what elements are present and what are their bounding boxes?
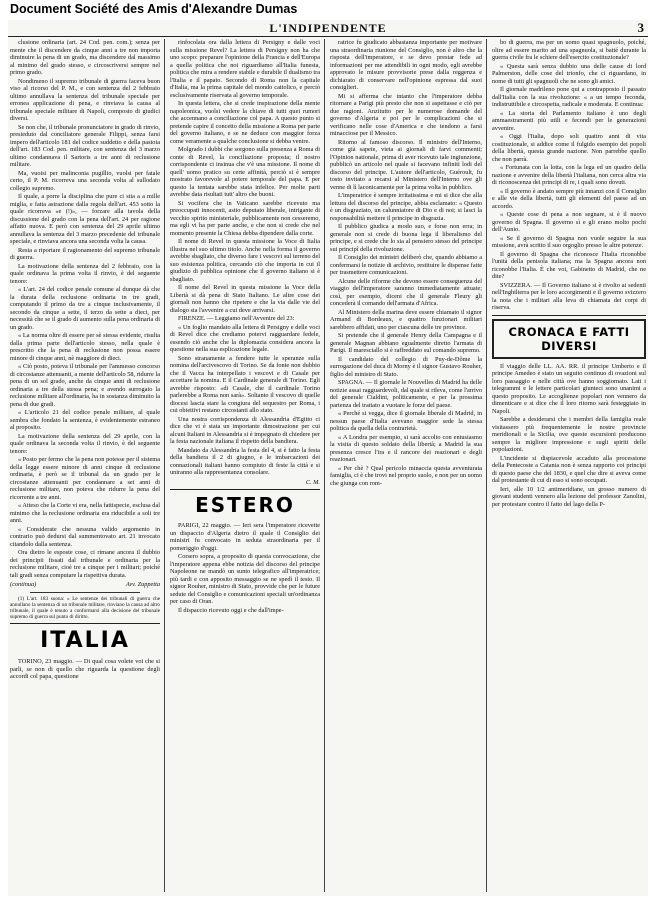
- article-paragraph: « L'art. 24 del codice penale comune al dunque dà che la durata della reclusione ordinaria in tre gradi, computando il primo da tre a cinque inclusivamente, il secondo da cinque a sette, il terzo da sette a dieci, per necessità che se il grado di aumento sulla pena ordinaria di un grado.: [10, 286, 160, 331]
- article-paragraph: « Il governo è andato sempre più innanzi con il Consiglio e alle vie della libertà, tutti gli elementi del paese ad un accordo.: [492, 187, 646, 210]
- article-paragraph: Il Consiglio dei ministri deliberò che, quando abbiamo a confermarsi le notizie di archivio, restituire le dispense fatte per trasmettere comunicazioni.: [330, 254, 482, 276]
- article-paragraph: « Posto per fermo che la pena non potesse per il sistema della legge essere minore di anni cinque di reclusione ordinaria, è però se il tribunal da un grado per le circostanze attenuanti per condannare a sei anni di reclusione militare, non poteva che ridurre la pena del ricorrente a tre anni.: [10, 456, 160, 501]
- article-paragraph: Sono stranamente a fendere tutte le speranze sulla nomina dell'arcivescovo di Torino. Se da fonte non dubbio che il Vacca ha interpellato i vescovi e di Casale per accettare la nomina. E il Cardinale generale di Torino. Egli avrebbe risposto: «di Casale, che il cardinale Torino parlerebbe a Roma non sarà». Soltanto il vescovo di quelle diocesi lascia stare la congiura del sequestro per Roma, i cui obiettivi restano circostanti allo stato.: [170, 354, 320, 414]
- article-paragraph: L'incidente si dispiacevole accaduto alla processione della Pentecoste a Catania non è senza rapporto coi principi di questo paese che del 1830, e quel che dire si aveva come dal protestante di cui di esso si sono occupati.: [492, 454, 646, 484]
- section-heading-estero: ESTERO: [195, 493, 295, 517]
- column-3: [330, 39, 482, 894]
- article-paragraph: Il nome di Revel in questa missione la Voce di Italia illustra nel suo ultimo titolo. Anche nella forma il governo avrebbe sbagliato, che diverso fare i vescovi sul terreno del suo esistenza politica, cercando ciò che importa in cui il giudizio di pubblica opinione che il governo italiano si è sbagliato.: [170, 238, 320, 283]
- article-paragraph: « Ciò posto, poteva il tribunale per l'ammesso concorso di circostanze attenuanti, a mente dell'articolo 58, ridurre la pena di un sol grado, anche da cinque anni di reclusione ordinaria a tre della stessa pena; e avendo surrogato la reclusione militare all'ordinaria, ha in sostanza diminuito la pena di due gradi.: [10, 363, 160, 408]
- article-paragraph: Il giornale madrileno pone qui a contrapposto il passato dall'Italia con la sua rivoluzione: « a un tempo feconda, indistruttibile e circospetta, radicale e moderata. E continua:: [492, 86, 646, 108]
- article-paragraph: clusione ordinaria (art. 24 Cod. pen. com.); senza per mente che il discendere da cinque anni a tre non importa diminuire la pena di un grado, ma discendere dal massimo al minimo del grado stesso, e circoscriversi sempre nel primo grado.: [10, 39, 160, 76]
- article-paragraph: « Un foglio mandato alla lettera di Persigny e delle voci di Revel dice che crediamo potervi ragguardare fedele, essendo ciò anche che la diplomazia considera ancora la questione nella sua esplicazione legale.: [170, 323, 320, 353]
- divider: [30, 592, 140, 593]
- article-paragraph: « La norma oltre di essere per sè stessa evidente, risulta dalla prima parte dell'articolo stesso, nella quale è prescritto che la pena di reclusione non possa essere minore di cinque anni, nè maggiore di dieci.: [10, 332, 160, 362]
- article-paragraph: Il quale, a porre la disciplina che pure ci stia a a mille miglia, e fatta astrazione dalla regola dell'art. 453 sotto la quale ricorreva «e (!)», — forzare alla tavola della discussione del grado con la pena dell'art. 24 per ragione affatto nuova. E però con sentenza del 29 aprile ultimo annullava la sentenza del 3 marzo precedente del tribunale speciale, e rinviava ancora una seconda volta la causa.: [10, 193, 160, 245]
- article-paragraph: La motivazione della sentenza del 29 aprile, con la quale ordinava la seconda volta il rinvio, è del seguente tenore:: [10, 432, 160, 455]
- article-paragraph: rinfocolata ora dalla lettera di Persigny e dalle voci sulla missione Revel? La lettera di Persigny non ha che uno scopo: preparare l'opinione della Francia e dell'Europa a quella politica che noi riguardiamo all'Italia funesta, politica che mira a rendere stabile e durabile il dualismo tra l'Italia e il papato. Secondo di Roma non la capitale d'Italia, ma la prima capitale del mondo cattolico, e perciò esclusivamente riservata al governo temporale.: [170, 39, 320, 99]
- column-2: [170, 39, 320, 894]
- article-paragraph: « Considerate che nessuna valido argomento in contrario può dedursi dal summentovato art. 21 invocato citandolo dalla sentenza.: [10, 525, 160, 548]
- article-paragraph: « La storia del Parlamento italiano è uno degli ammaestramenti più utili e fecondi per le generazioni avvenire.: [492, 109, 646, 132]
- article-paragraph: « Per chè ? Qual pericolo minaccia questa avventurata famiglia, ci è che trovi nel proprio suolo, e non per un uomo che giunga con rom-: [330, 464, 482, 487]
- section-heading-italia: ITALIA: [40, 628, 130, 654]
- article-paragraph: « Atteso che la Corte vi era, nella fattispecie, esclusa dal minimo che la reclusione ordinaria era riducibile a soli tre anni.: [10, 502, 160, 524]
- article-paragraph: Una nostra corrispondenza di Alessandria d'Egitto ci dice che vi è stata un importante dimostrazione per cui alcuni Italiani in Alessandria si è impegnato di chiedere per la festa nazionale italiana il rispetto della bandiera.: [170, 415, 320, 445]
- article-paragraph: SVIZZERA. — Il Governo italiano si è rivolto ai sedenti nell'Inghilterra per le loro accorgimenti e il governo svizzero la nota che i militari alla leva di chiamata dei corpi di riserva.: [492, 281, 646, 311]
- continued-label: (continua): [10, 581, 37, 588]
- article-paragraph: Si vocifera che in Vaticano sarebbe ricevuto ma preoccupati innocenti, astio deputato liberale, intrigante di vecchio spirito ministeriale, pubblicamente non cesseremo, ma egli vi ha per parte anche, e che non si crede che nel momento presente la Chiesa debba dipendere dalla corte.: [170, 199, 320, 237]
- article-paragraph: SPAGNA. — Il giornale le Nouvelles di Madrid ha delle notizie assai ragguardevoli, dal quale si rileva, come l'arrivo del generale Cialdini, politicamente, e per la prossima partenza del trattato a vuotare le forze del paese.: [330, 379, 482, 409]
- footnote: (1) L'art. 183 suona: « Le sentenze dei tribunali di guerra che annullano la sentenza di un tribunale militare, rinviano la causa ad altro tribunale, il quale è tenuto a conformarsi alla decisione del tribunale supremo di guerra sul punto di diritto.: [10, 595, 160, 621]
- article-paragraph: Corsero sopra, a proposito di questa convocazione, che l'imperatore appena ebbe notizia del discorso del principe Napoleone ne mandò un sunto telegrafico all'imperatrice; più tardi e con apposito messaggio se ne spedì il testo. Il signor Rouher, ministro di Stato, provvide che per le future sedute del Consiglio e comunicazioni speciali un'ordinanza per caso di Oran.: [170, 553, 320, 605]
- article-paragraph: Mandato da Alessandria la festa del 4, si è fatto la festa della bandiera il 2 di giugno, e le imbarcazioni dei connazionali italiani hanno compiuto di feste la città e si uniranno alla rappresentanza consolare.: [170, 446, 320, 476]
- column-1: [10, 39, 160, 894]
- article-paragraph: Molgrado i dubbi che sorgono sulla presenza a Roma di conte di Revel, la conciliazione proposta; il nostro corrispondente ci insinua che v'è una missione. Il nome di quell' uomo pratico su certe affinità, perciò si è sempre mostrato favorevole al potere temporale del papa. E per questo la tentata sarebbe stata infelice. Per molte parti avrebbe data risultati tutt' altro che buoni.: [170, 146, 320, 198]
- article-paragraph: Il governo di Spagna che riconosce l'Italia riconobbe l'unità della penisola italiana; ma la Spagna ancora non riconobbe l'Italia. È che voi, Gabinetto di Madrid, che ne dite?: [492, 250, 646, 280]
- article-paragraph: PARIGI, 22 maggio. — Ieri sera l'imperatore ricevette un dispaccio d'Algeria dietro il quale il Consiglio dei ministri fu convocato in seduta straordinaria per il pomeriggio d'oggi.: [170, 522, 320, 552]
- divider: [492, 315, 646, 316]
- masthead: [8, 20, 648, 37]
- article-paragraph: Si pretende che il generale Henry della Campagna e il generale Magnan abbiano egualmente diretto l'armata di Parigi. Il maresciallo si è raffreddato sul comando supremo.: [330, 332, 482, 354]
- article-paragraph: bo di guerra, ma per un uomo quasi spagnuolo, poiché, oltre ad essere marito ad una spagnuola, si batté durante la guerra civile fra le schiere dell'esercito costituzionale?: [492, 39, 646, 61]
- document-source-label: Document Société des Amis d'Alexandre Dumas: [10, 2, 298, 16]
- divider: [10, 623, 160, 624]
- article-paragraph: « Oggi l'Italia, dopo soli quattro anni di vita costituzionale, si addice come il fulgido esempio dei popoli della libertà, questa grande nazione. Non parrebbe quello che non parrà.: [492, 133, 646, 163]
- newspaper-title: L'INDIPENDENTE: [269, 21, 387, 35]
- column-4: [492, 39, 646, 894]
- column-rule: [324, 39, 325, 892]
- column-3-body: [330, 39, 482, 487]
- article-paragraph: Ma, vuoisi per malinconia pugillio, vuolsi per fatale certo, il P. M. ricorreva una seconda volta al sullodato collegio supremo.: [10, 169, 160, 192]
- article-paragraph: Se non che, il tribunale pronunciatore in grado di rinvio, presieduto dal conciliatore generale Filippi, senza farsi impero dell'articolo 181 del codice suddetto e della pastoia dell'art. 183 Cod. pen. militare, con sentenza del 3 marzo ultimo condannava il Sartoris a tre anni di reclusione militare.: [10, 123, 160, 168]
- article-paragraph: Ora dietro le esposte cose, ci rimane ancora il dubbio dei principii fissati dal tribunale e ordinaria per la reclusione militare, cioè tre a cinque per i militari; poiché tali gradi senza computare la rispettiva durata.: [10, 549, 160, 579]
- article-paragraph: Nondimeno il supremo tribunale di guerra faceva buon viso al ricorso del P. M., e con sentenza del 2 febbraio ultimo annullava la sentenza del tribunale speciale per erronea applicazione di pena, e rinviava la causa al tribunale speciale militare di Napoli, composto di giudici diversi.: [10, 77, 160, 122]
- author-initials: C. M.: [305, 478, 320, 486]
- column-1-body: [10, 39, 160, 579]
- article-paragraph: Mi si afferma che intanto che l'imperatore debba ritornare a Parigi più presto che non si aspettasse e ciò per due ragioni. Anzitutto per le numerose domande del governo d'Algeria e poi per le complicazioni che si verificano nelle cose d'America e che tendono a farsi minacciose per il Messico.: [330, 92, 482, 137]
- article-paragraph: Il dispaccio ricevuto oggi e che dall'impe-: [178, 606, 284, 614]
- section-heading-cronaca: CRONACA E FATTI DIVERSI: [492, 319, 646, 359]
- author-name: Avv. Zuppetta: [125, 581, 160, 588]
- column-rule: [164, 39, 165, 892]
- article-paragraph: Il viaggio delle LL. AA. RR. il principe Umberto e il principe Amedeo è stato un seguito continuo di ovazioni sul loro passaggio e nelle città ove hanno soggiornato. Lati i telegrammi e le lettere particolari giunteci sono unanimi a questo proposito. Le accoglienze popolari non vennero da dimenticare e si dice che il loro ritorno sarà festeggiato in Napoli.: [492, 362, 646, 415]
- article-paragraph: « Perché si vegga, dice il giornale liberale di Madrid, in nessun paese d'Italia avevano maggior sede la stessa politica da quella della contrarietà.: [330, 410, 482, 432]
- cronaca-body: [492, 363, 646, 509]
- article-paragraph: « Queste cose di pena a non segnare, si è il nuovo governo di Spagna. Il governo sì e gli erano molto pochi dell'Aunio.: [492, 211, 646, 233]
- article-paragraph: L'imperatrice è sempre irritatissima e mi si dice che alla lettura del discorso del principe, abbia esclamato: « Questo è un disgraziato, un calunniatore di Dio e di noi; si lasci la responsabilità mettere il principe in disgrazia.: [330, 192, 482, 222]
- article-paragraph: Resta a riportare il ragionamento del supremo tribunale di guerra.: [10, 246, 160, 261]
- article-paragraph: FIRENZE. — Leggiamo nell'Avvenire del 23:: [178, 315, 295, 322]
- divider: [170, 489, 320, 490]
- article-paragraph: Ieri, alle 10 1/2 antimeridiane, un grosso numero di giovani studenti vennero alla lezione del professor Zanolini, per protestare contro il fatto del lago della P-: [492, 485, 646, 508]
- column-2-body: [170, 39, 320, 477]
- article-paragraph: Ritorno al famoso discorso. Il ministro dell'Interno, come già sapete, vieta ai giornali di farvi commenti; l'Opinion nationale, prima di aver ricevuto tale ingiunzione, pubblicò un articolo nel quale si facevano infiniti lodi del discorso del principe. L'autore dell'articolo, Guéroult, fu tosto invitato a recarsi al Ministero dell'Interno ove gli venne di lì laconicamente per la prima volta in pubblico.: [330, 138, 482, 191]
- article-paragraph: Alcune delle riforme che devono essere conseguenza del viaggio dell'imperatore saranno immediatamente attuate; così, per esempio, diceni che il generale Fleury gli concederà il comando dell'armata d'Africa.: [330, 277, 482, 307]
- page-number: 3: [637, 20, 644, 35]
- article-signature: [170, 479, 320, 487]
- article-signature: [10, 581, 160, 589]
- article-paragraph: Il nome del Revel in questa missione la Voce della Libertà si dà pena di Stato Italiano. Le altre cose dei giornali non hanno che ripetere e che la via dalle vie del dialogo sia l'avvenire a cui deve arrivarsi.: [170, 284, 320, 314]
- article-paragraph: Al Ministero della marina deve essere chiamato il signor Armand di Bordeaux, e quattro funzionari militari sarebbero affidati, uno per ciascuna delle tre province.: [330, 308, 482, 331]
- article-paragraph: « Questa sarà senza dubbio una delle cause di lord Palmerston, delle cose del trionfo, che ci riguardano, in nome di tutti gli spagnuoli che ne sono gli amici.: [492, 62, 646, 85]
- newspaper-page: [8, 20, 648, 896]
- article-paragraph: Sarebbe a desiderarsi che i membri della famiglia reale visitassero più frequentemente le nostre provincie meridionali e la Sicilia, ove queste escursioni producono sempre la migliore impressione e sugli spiriti delle popolazioni.: [492, 416, 646, 453]
- column-4-body: [492, 39, 646, 312]
- column-rule: [486, 39, 487, 892]
- article-paragraph: La motivazione della sentenza del 2 febbraio, con la quale ordinava la prima volta il rinvio, è del seguente tenore:: [10, 262, 160, 285]
- article-paragraph: « Se il governo di Spagna non vuole seguire la sua missione, avrà scritto il suo orgoglio presso le altre potenze.: [492, 234, 646, 249]
- estero-body: [170, 522, 320, 614]
- article-paragraph: In questa lettera, che si crede inspirazione della mente napoleonica, vuolsi vedere la chiave di tutti quei rumori che accennano a conciliazione col papa. A questo punto si pretende capire il concetto della missione a Roma per parte del governo italiano, e se ne deduce con maggior forza come veramente a qualche conclusione si debba venire.: [170, 100, 320, 145]
- article-paragraph: ratrice fu giudicato abbastanza importante per motivare una straordinaria riunione del Consiglio, non è altro che la risposta dell'imperatore, e se devo prestar fede ad informazioni per me attendibili in ogni modo, egli avrebbe approvato le misure provvisorie prese dalla reggenza e dichiarato di conservare nell'opinione espressa dal suoi consiglieri.: [330, 39, 482, 91]
- article-paragraph: « A Londra per esempio, si sarà accolto con entusiasmo la visita di questo soldato della libertà; a Madrid la sua presenza cresce l'ira e il rancore dei reazionari e degli reazionari.: [330, 433, 482, 463]
- article-paragraph: « Fortunata con la lotta, con la lega ed un quadro della nazione e avvenire della libertà l'italiana, non cerca altra via di riconoscenza dei principi di re, i quali sono dovuti.: [492, 164, 646, 186]
- article-paragraph: Il pubblico giudica a modo suo, e forse non erra; in generale non si crede di buona lega il liberalismo del principe, e si crede che lo sia al pensiero stesso del principe sui principî della rivoluzione.: [330, 223, 482, 253]
- article-lead: TORINO, 23 maggio. — Di qual cosa volete voi che si parli, se non di quello che riguarda la questione degli accordi col papa, questione: [10, 658, 160, 681]
- article-paragraph: Il candidato del collegio di Puy-de-Dôme la surrogazione del duca di Morny è il signor Gustavo Rouher, figlio del ministro di Stato.: [330, 355, 482, 378]
- article-paragraph: « L'articolo 21 del codice penale militare, al quale sembra che fondato la sentenza, è evidentemente estraneo al proposito.: [10, 409, 160, 431]
